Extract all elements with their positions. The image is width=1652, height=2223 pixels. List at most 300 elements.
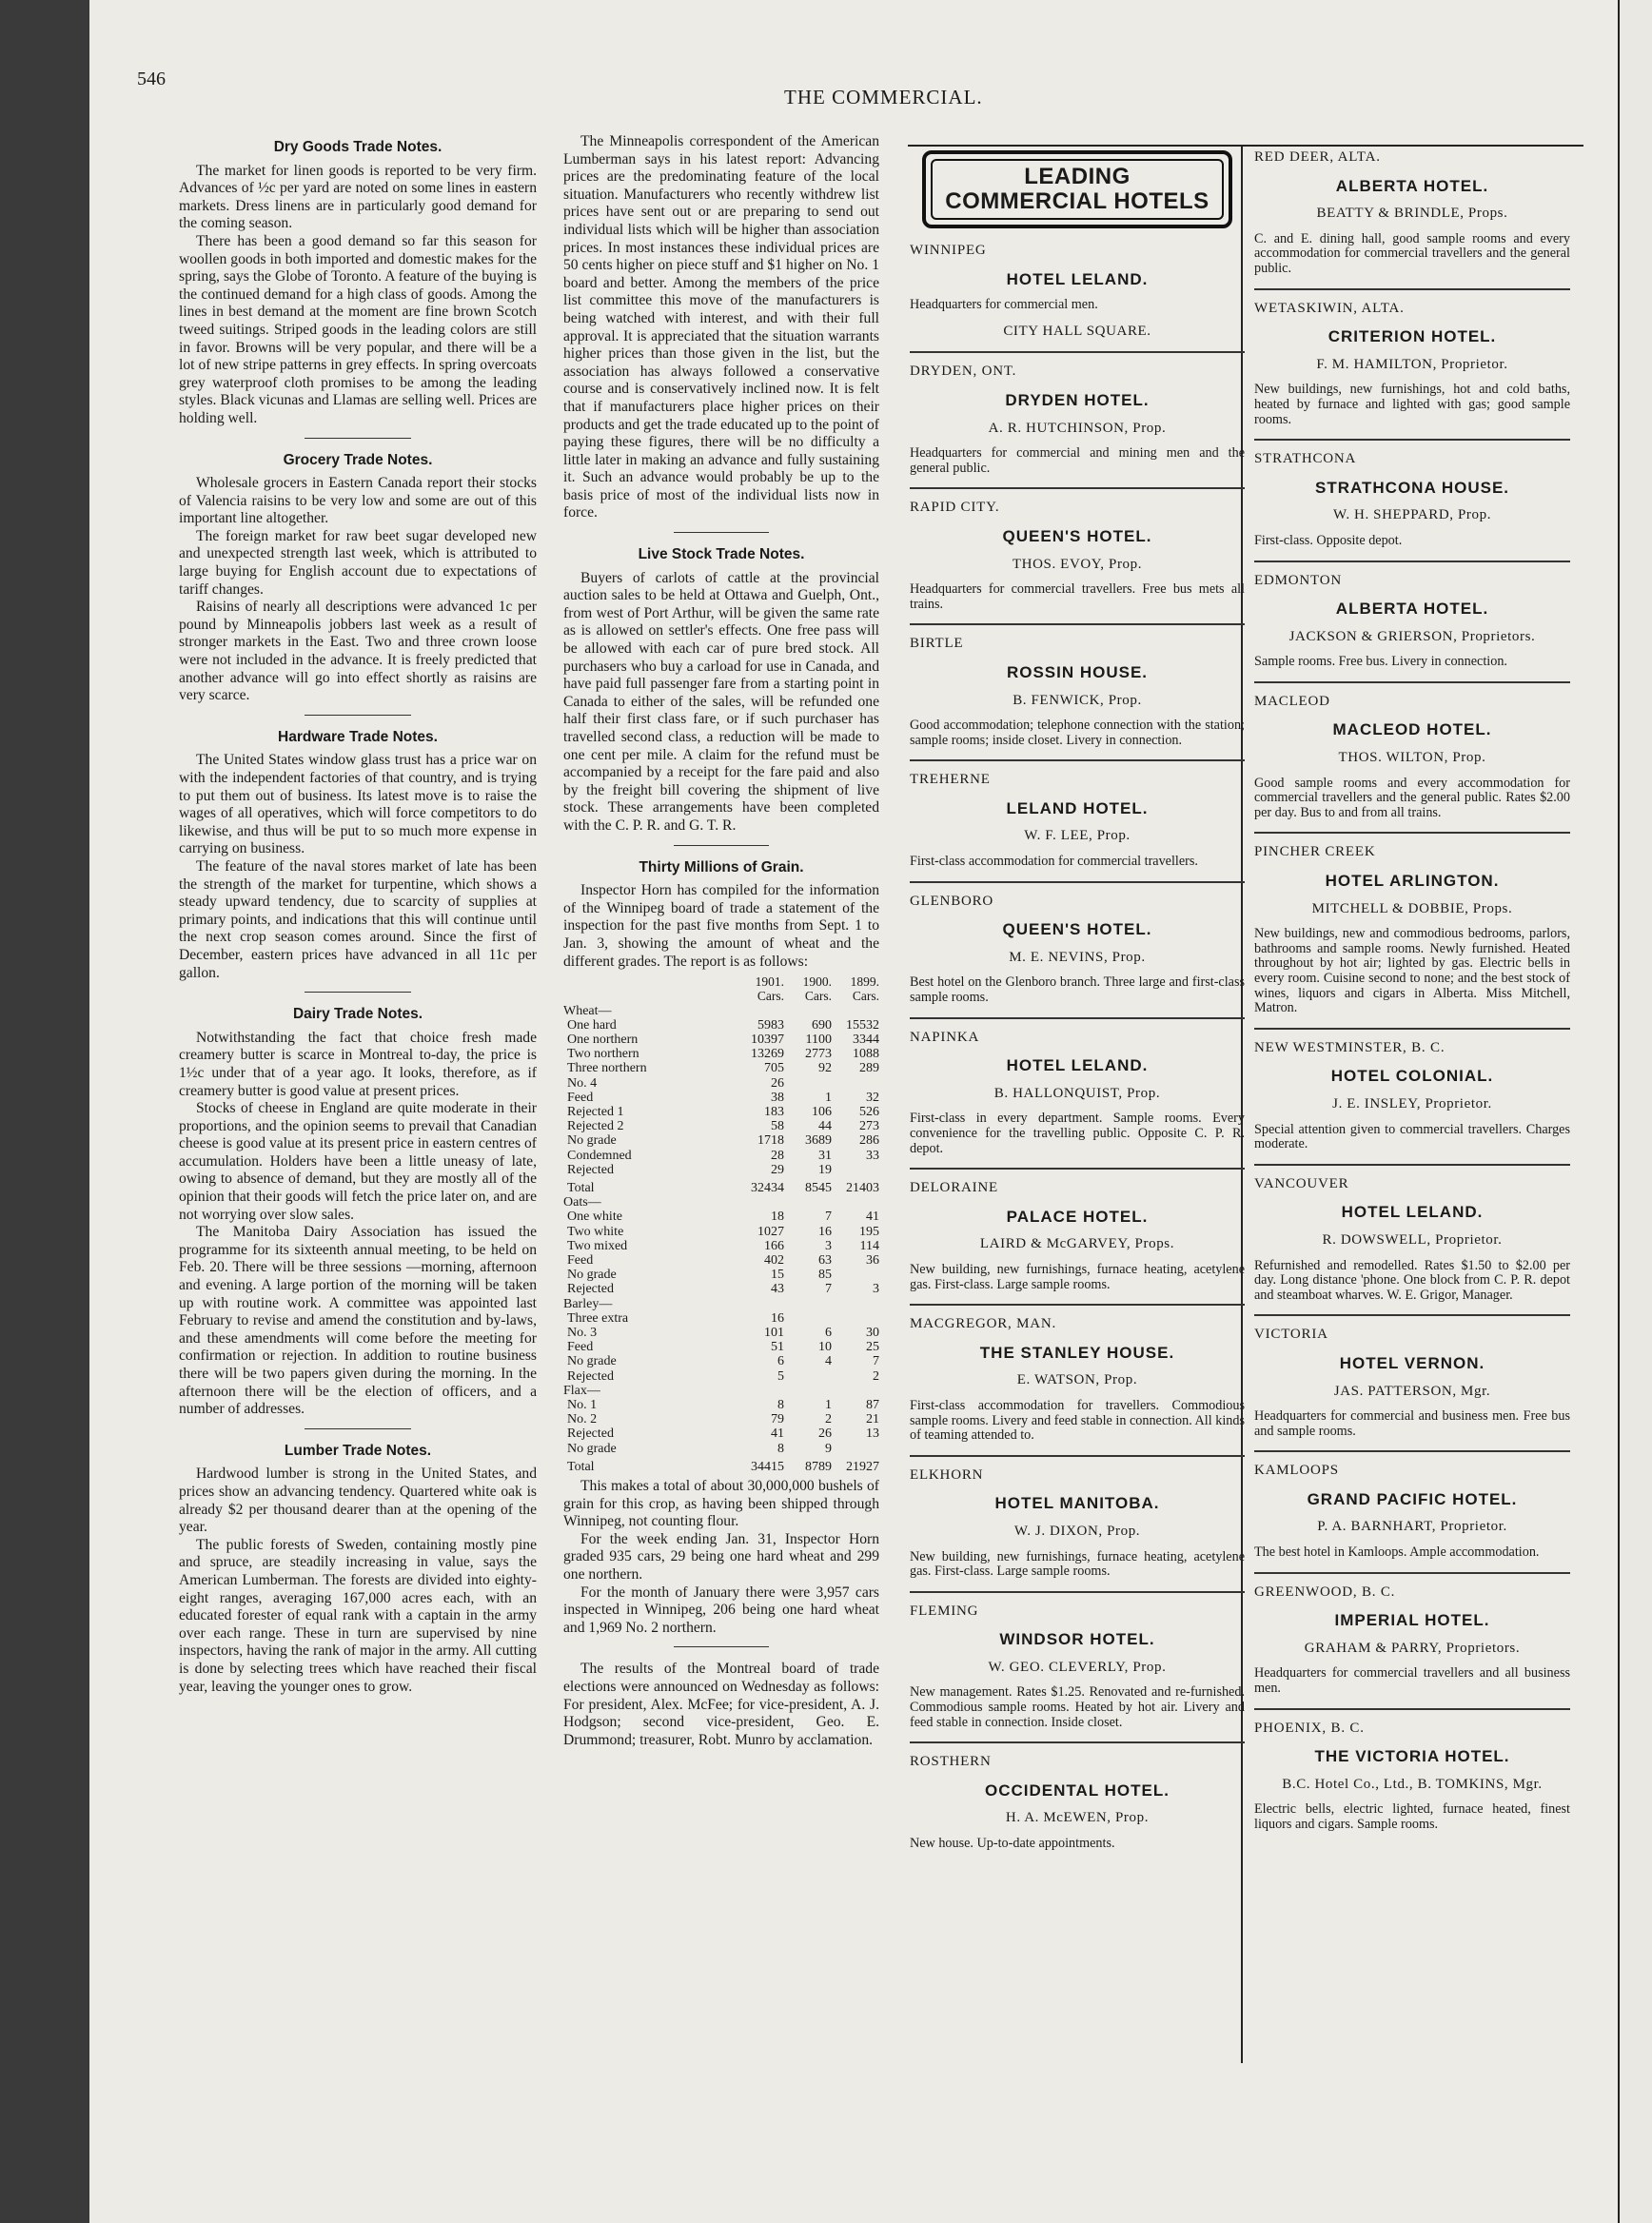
value-cell: 5983 [757,1017,784,1033]
grade-cell: Condemned [567,1148,632,1163]
grade-cell: Three northern [567,1061,647,1076]
hotel-name: ALBERTA HOTEL. [1335,600,1489,619]
hotel-description: New buildings, new and commodious bedrooms, parlors, bathrooms and sample rooms. Newly furnished. Heated throughout by hot air; lighted by gas. Electric bells in every room. Cuisine second to none; and the best stock of wines, liquors and cigars in Alberta. Miss Mitchell, Matron. [1254,926,1570,1016]
hotel-name: HOTEL ARLINGTON. [1325,872,1500,891]
value-cell: 32434 [751,1180,784,1195]
grade-cell: Rejected 2 [567,1119,624,1134]
value-cell [832,1076,879,1091]
value-cell: 21403 [846,1180,879,1195]
adjacent-page-edge [1618,0,1652,2223]
hotel-location: RED DEER, ALTA. [1254,149,1381,165]
grade-cell: Rejected [567,1282,614,1297]
hotel-description: Sample rooms. Free bus. Livery in connection. [1254,654,1507,670]
hotel-listing [910,487,1245,612]
listing-divider [1254,1314,1570,1316]
hotel-proprietor: W. GEO. CLEVERLY, Prop. [988,1659,1167,1675]
value-cell: 16 [818,1224,832,1239]
hardware-title: Hardware Trade Notes. [278,728,438,745]
value-cell [832,1268,879,1282]
hotel-description: First-class in every department. Sample rooms. Every convenience for the travelling public. Opposite C. P. R. depot. [910,1111,1245,1156]
hotel-name: MACLEOD HOTEL. [1332,720,1492,739]
column-header: 1899. Cars. [850,974,879,1004]
hotel-name: STRATHCONA HOUSE. [1315,478,1509,497]
page-number: 546 [137,69,166,89]
dairy-title: Dairy Trade Notes. [292,1006,423,1023]
section-divider [305,1428,412,1429]
listing-divider [1254,1028,1570,1030]
hotel-name: THE STANLEY HOUSE. [979,1343,1175,1362]
value-cell: 26 [818,1426,832,1442]
hotel-proprietor: LAIRD & McGARVEY, Props. [979,1236,1175,1252]
hotel-name: QUEEN'S HOTEL. [1002,526,1152,545]
value-cell: 1718 [757,1133,784,1149]
table-row [563,1442,879,1456]
listing-divider [910,351,1245,353]
table-row [563,1119,879,1133]
hotel-proprietor: F. M. HAMILTON, Proprietor. [1316,356,1508,372]
hotel-description: Best hotel on the Glenboro branch. Three large and first-class sample rooms. [910,974,1245,1006]
value-cell: 92 [818,1061,832,1076]
table-row [563,1210,879,1224]
value-cell: 1 [825,1398,832,1413]
grade-cell: Feed [567,1090,594,1105]
hotel-proprietor: W. J. DIXON, Prop. [1013,1523,1141,1539]
hotel-description: Headquarters for commercial and business men. Free bus and sample rooms. [1254,1408,1570,1439]
value-cell: 183 [764,1104,784,1119]
hotel-location: KAMLOOPS [1254,1463,1339,1479]
value-cell: 1100 [805,1032,832,1047]
value-cell: 2 [873,1368,879,1384]
listing-divider [1254,1572,1570,1574]
value-cell: 289 [859,1061,879,1076]
paragraph: For the week ending Jan. 31, Inspector Horn graded 935 cars, 29 being one hard wheat and 299 one northern. [563,1530,879,1583]
hotel-location: VICTORIA [1254,1327,1328,1343]
value-cell [784,1076,832,1091]
hotel-proprietor: B. HALLONQUIST, Prop. [993,1085,1161,1101]
hotel-name: OCCIDENTAL HOTEL. [985,1780,1170,1800]
value-cell: 43 [771,1282,784,1297]
listing-divider [910,487,1245,489]
hotel-listing [1254,288,1570,428]
hotel-listing [910,242,1245,340]
live-stock-title: Live Stock Trade Notes. [638,546,805,563]
table-group-row [563,1297,879,1311]
grocery-title: Grocery Trade Notes. [283,451,433,468]
hotel-location: PHOENIX, B. C. [1254,1720,1365,1736]
grade-cell: Rejected [567,1368,614,1384]
grade-cell: Rejected [567,1162,614,1177]
value-cell: 32 [866,1090,879,1105]
table-row [563,1163,879,1177]
value-cell: 2773 [805,1047,832,1062]
hotel-proprietor: M. E. NEVINS, Prop. [1009,949,1146,965]
value-cell: 25 [866,1340,879,1355]
value-cell: 273 [859,1119,879,1134]
table-row [563,1412,879,1426]
grain-inspection-table [563,974,879,1474]
hotel-name: HOTEL MANITOBA. [994,1494,1160,1513]
value-cell: 8 [777,1441,784,1456]
paragraph: For the month of January there were 3,957 cars inspected in Winnipeg, 206 being one hard wheat and 1,969 No. 2 northern. [563,1584,879,1636]
grade-cell: One hard [567,1017,617,1033]
value-cell: 690 [812,1017,832,1033]
hotel-location: NAPINKA [910,1029,980,1045]
value-cell: 7 [825,1210,832,1225]
hotel-location: WETASKIWIN, ALTA. [1254,300,1405,316]
hotel-listing [1254,561,1570,670]
column-4 [1254,143,1570,1833]
page-header [137,65,1545,108]
hotel-listing [910,1455,1245,1580]
running-title: THE COMMERCIAL. [784,86,983,108]
hotel-name: HOTEL VERNON. [1339,1353,1485,1372]
value-cell: 13 [866,1426,879,1442]
hotel-location: ELKHORN [910,1466,984,1483]
value-cell: 41 [866,1210,879,1225]
hotel-name: ALBERTA HOTEL. [1335,176,1489,195]
value-cell: 29 [771,1162,784,1177]
value-cell: 1027 [757,1224,784,1239]
hotel-name: THE VICTORIA HOTEL. [1314,1747,1510,1766]
hotel-proprietor: B. FENWICK, Prop. [1013,692,1142,708]
banner-line-1: LEADING [1024,164,1131,189]
value-cell [832,1163,879,1177]
hotel-description: New house. Up-to-date appointments. [910,1836,1115,1852]
value-cell: 8789 [805,1459,832,1474]
table-row [563,1398,879,1412]
grade-cell: No. 2 [567,1412,598,1427]
hotel-description: First-class accommodation for commercial travellers. [910,854,1198,870]
value-cell: 16 [771,1310,784,1326]
hotel-description: Headquarters for commercial travellers. Free bus mets all trains. [910,581,1245,612]
grade-cell: No. 1 [567,1398,598,1413]
paragraph: Raisins of nearly all descriptions were advanced 1c per pound by Minneapolis jobbers last week as a result of stronger markets in the East. Two and three crown loose were not included in the advance. It is freely predicted that another advance will go into effect shortly as raisins are very scarce. [179,599,537,704]
value-cell: 7 [825,1282,832,1297]
hotel-name: HOTEL LELAND. [1341,1203,1484,1222]
value-cell: 87 [866,1398,879,1413]
hotel-listing [1254,148,1570,277]
value-cell: 106 [812,1104,832,1119]
table-group-row [563,1195,879,1210]
hotel-description: New building, new furnishings, furnace heating, acetylene gas. First-class. Large sample rooms. [910,1548,1245,1580]
hotel-name: PALACE HOTEL. [1006,1207,1149,1226]
dry-goods-title: Dry Goods Trade Notes. [273,139,442,155]
column-1 [179,133,537,1696]
hotel-listing [1254,1450,1570,1560]
hotel-location: TREHERNE [910,772,991,788]
group-label: Wheat— [563,1003,612,1018]
hotel-name: ROSSIN HOUSE. [1006,662,1149,681]
table-row [563,1133,879,1148]
grade-cell: One white [567,1210,622,1225]
hotel-location: GREENWOOD, B. C. [1254,1584,1396,1600]
grade-cell: Two white [567,1224,624,1239]
hotel-listing [910,1304,1245,1444]
listing-divider [1254,1450,1570,1452]
paragraph: This makes a total of about 30,000,000 bushels of grain for this crop, as having been shipped through Winnipeg, not counting flour. [563,1478,879,1530]
table-group-row [563,1004,879,1018]
listing-divider [1254,561,1570,562]
table-row [563,1033,879,1047]
paragraph: The Minneapolis correspondent of the American Lumberman says in his latest report: Advancing prices are the predominating feature of the local situation. Manufacturers who recently withdrew list prices have sent out or are preparing to send out individual lists which will be higher than association prices. In most instances these individual prices are 50 cents higher on piece stuff and $1 higher on No. 1 board and better. Among the members of the price list committee this move of the manufacturers is being watched with interest, and with their full approval. It is appreciated that the situation warrants higher prices than those given in the list, but the association has always followed a conservative course and is conservatively inclined now. It is felt that if manufacturers place higher prices on their products and get the trade educated up to the point of paying these figures, there will be no difficulty a little later in making an advance and fully sustaining it. Such an advance would probably be up to the basis price of most of the individual lists now in force. [563,133,879,521]
section-divider [674,532,769,533]
hotel-description: Headquarters for commercial and mining men and the general public. [910,445,1245,476]
value-cell: 10 [818,1340,832,1355]
value-cell: 9 [825,1441,832,1456]
section-divider [674,845,769,846]
hotel-proprietor: BEATTY & BRINDLE, Props. [1316,206,1508,222]
hotel-proprietor: E. WATSON, Prop. [1016,1372,1138,1388]
hotel-proprietor: B.C. Hotel Co., Ltd., B. TOMKINS, Mgr. [1282,1776,1543,1792]
value-cell: 26 [771,1075,784,1091]
hotel-description: Good accommodation; telephone connection with the station; sample rooms; inside closet. Livery in connection. [910,718,1245,748]
hotel-listing [1254,1164,1570,1304]
listing-divider [910,881,1245,883]
listing-divider [910,1017,1245,1019]
grain-title: Thirty Millions of Grain. [639,858,804,875]
section-divider [305,438,412,439]
hotel-listing [1254,1314,1570,1439]
hotel-proprietor: A. R. HUTCHINSON, Prop. [988,420,1167,436]
value-cell: 3 [873,1282,879,1297]
hotel-listing [910,1591,1245,1731]
table-row [563,1354,879,1368]
value-cell: 21 [866,1412,879,1427]
hotel-listing [910,623,1245,748]
hotel-location: MACLEOD [1254,693,1330,709]
table-row [563,1177,879,1195]
table-header-row [563,974,879,1003]
value-cell: 526 [859,1104,879,1119]
value-cell: 166 [764,1238,784,1253]
grade-cell: No. 3 [567,1326,598,1340]
hotel-proprietor: W. F. LEE, Prop. [1024,828,1131,844]
value-cell: 44 [818,1119,832,1134]
hotel-description: Headquarters for commercial men. [910,297,1098,313]
value-cell: 38 [771,1090,784,1105]
grade-cell: Feed [567,1340,594,1355]
hotel-proprietor: J. E. INSLEY, Proprietor. [1332,1095,1492,1112]
listing-divider [1254,1164,1570,1166]
hotel-location: EDMONTON [1254,572,1342,588]
listing-divider [910,1168,1245,1170]
value-cell: 30 [866,1326,879,1340]
table-row [563,1061,879,1075]
hotel-name: GRAND PACIFIC HOTEL. [1307,1489,1518,1508]
hotel-listing [910,1741,1245,1851]
table-row [563,1369,879,1384]
table-row [563,1340,879,1354]
hotel-listing [910,1168,1245,1292]
grade-cell: No. 4 [567,1075,598,1091]
column-2 [563,133,879,1749]
table-row [563,1091,879,1105]
leading-hotels-banner [922,150,1232,228]
hotel-description: New building, new furnishings, furnace heating, acetylene gas. First-class. Large sample rooms. [910,1261,1245,1292]
hotel-listing [910,1017,1245,1157]
lumber-title: Lumber Trade Notes. [284,1442,432,1459]
hotel-listing [910,759,1245,869]
paragraph: Hardwood lumber is strong in the United States, and prices show an advancing tendency. Quartered white oak is already $2 per thousand dearer than at the opening of the year. [179,1466,537,1536]
table-row [563,1225,879,1239]
banner-line-2: COMMERCIAL HOTELS [945,188,1210,214]
listing-divider [910,1304,1245,1306]
value-cell: 1 [825,1090,832,1105]
value-cell: 36 [866,1252,879,1268]
hotel-location: STRATHCONA [1254,451,1357,467]
hotel-location: GLENBORO [910,893,994,909]
value-cell: 114 [859,1238,879,1253]
paragraph: The foreign market for raw beet sugar developed new and unexpected strength last week, which is attributed to large buying for English account due to expectations of tariff changes. [179,527,537,598]
listing-divider [910,623,1245,625]
hotel-name: DRYDEN HOTEL. [1005,390,1150,409]
hotel-listings [1254,148,1570,1833]
table-group-row [563,1384,879,1398]
paragraph: The United States window glass trust has a price war on with the independent factories of that country, and is trying to put them out of business. Its latest move is to raise the wages of all operatives, which will force competitors to do likewise, and thus will be put to so much more expense in carrying on business. [179,752,537,857]
column-3 [910,133,1245,1852]
value-cell: 8 [777,1398,784,1413]
grade-cell: No grade [567,1133,617,1149]
hotel-location: PINCHER CREEK [1254,844,1376,860]
value-cell: 18 [771,1210,784,1225]
table-row [563,1282,879,1296]
value-cell [832,1442,879,1456]
paragraph: Buyers of carlots of cattle at the provincial auction sales to be held at Ottawa and Guelph, Ont., from west of Port Arthur, will be given the same rate as is allowed on settler's effects. One free pass will be allowed with each car of pure bred stock. All purchasers who buy a carload for use in Canada, and have paid full passenger fare from a starting point in Canada to either of the sales, will be refunded one half their first class fare, or if such purchaser has travelled second class, a reduction will be made to one cent per mile. A claim for the refund must be accompanied by a receipt for the fare paid and also by the freight bill covering the shipment of live stock. These arrangements have been completed with the C. P. R. and G. T. R. [563,569,879,834]
table-row [563,1311,879,1326]
hotel-proprietor: THOS. WILTON, Prop. [1338,750,1486,766]
paragraph: Wholesale grocers in Eastern Canada report their stocks of Valencia raisins to be very low and some are out of this important line altogether. [179,475,537,527]
value-cell: 15532 [846,1017,879,1033]
table-row [563,1326,879,1340]
hotel-description: Refurnished and remodelled. Rates $1.50 to $2.00 per day. Long distance 'phone. One block from C. P. R. depot and steamboat wharves. W. E. Grigor, Manager. [1254,1257,1570,1303]
value-cell: 79 [771,1412,784,1427]
hotel-proprietor: W. H. SHEPPARD, Prop. [1332,507,1492,523]
table-row [563,1239,879,1253]
listing-divider [1254,832,1570,834]
value-cell: 51 [771,1340,784,1355]
hotel-name: QUEEN'S HOTEL. [1002,920,1152,939]
value-cell: 5 [777,1368,784,1384]
value-cell: 63 [818,1252,832,1268]
hotel-listing [1254,832,1570,1015]
paragraph: The market for linen goods is reported to be very firm. Advances of ½c per yard are noted on some lines in eastern markets. Dress linens are in particularly good demand for the coming season. [179,162,537,232]
hotel-name: HOTEL LELAND. [1006,269,1149,288]
listing-divider [910,1591,1245,1593]
hotel-description: Special attention given to commercial travellers. Charges moderate. [1254,1121,1570,1152]
hotel-description: Good sample rooms and every accommodation for commercial travellers and the general public. Rates $2.00 per day. Bus to and from all trains. [1254,775,1570,820]
hotel-proprietor: JACKSON & GRIERSON, Proprietors. [1288,628,1536,644]
hotel-location: VANCOUVER [1254,1175,1349,1191]
table-row [563,1105,879,1119]
hotel-proprietor: H. A. McEWEN, Prop. [1005,1810,1150,1826]
value-cell: 28 [771,1148,784,1163]
hotel-location: DELORAINE [910,1180,999,1196]
table-row [563,1149,879,1163]
hotel-location: RAPID CITY. [910,500,1000,516]
value-cell: 4 [825,1354,832,1369]
hotel-listing [1254,1028,1570,1152]
hotel-location: ROSTHERN [910,1754,992,1770]
hotel-listing [1254,439,1570,548]
hotel-location: WINNIPEG [910,243,987,258]
hotel-description: The best hotel in Kamloops. Ample accommodation. [1254,1544,1540,1561]
column-header: 1901. Cars. [755,974,784,1004]
paragraph: There has been a good demand so far this season for woollen goods in both imported and domestic makes for the spring, says the Globe of Toronto. A feature of the buying is the continued demand for a high class of goods. Among the lines in best demand at the moment are fine brown Scotch tweed suitings. Striped goods in the leading colors are still in favor. Browns will be very popular, and there will be a lot of new stripe patterns in grey effects. In spring overcoats grey waterproof cloth promises to be among the leading styles. Black vicunas and Llamas are selling well. Prices are holding well. [179,232,537,426]
hotel-listing [910,881,1245,1006]
hotel-listing [1254,1708,1570,1833]
grade-cell: Rejected 1 [567,1104,624,1119]
value-cell: 7 [873,1354,879,1369]
hotel-location: NEW WESTMINSTER, B. C. [1254,1039,1446,1055]
hotel-location: BIRTLE [910,636,964,652]
hotel-description: New management. Rates $1.25. Renovated and re-furnished. Commodious sample rooms. Heated by hot air. Livery and feed stable in connection. Inside closet. [910,1684,1245,1730]
section-divider [305,715,412,716]
grade-cell: Total [567,1459,595,1474]
grade-cell: One northern [567,1032,639,1047]
hotel-listings [910,242,1245,1852]
section-divider [674,1646,769,1647]
table-row [563,1018,879,1033]
table-row [563,1426,879,1441]
value-cell: 8545 [805,1180,832,1195]
hotel-proprietor: GRAHAM & PARRY, Proprietors. [1304,1640,1521,1656]
hotel-proprietor: R. DOWSWELL, Proprietor. [1322,1231,1503,1248]
grade-cell: Three extra [567,1310,629,1326]
listing-divider [910,759,1245,761]
grade-cell: Two mixed [567,1238,628,1253]
listing-divider [1254,439,1570,441]
value-cell: 15 [771,1268,784,1283]
listing-divider [910,1455,1245,1457]
table-row [563,1253,879,1268]
section-divider [305,992,412,993]
hotel-name: CRITERION HOTEL. [1328,327,1497,346]
value-cell: 195 [859,1224,879,1239]
hotel-location: FLEMING [910,1603,979,1619]
paragraph: The feature of the naval stores market of late has been the strength of the market for turpentine, which shows a steady upward tendency, due to scarcity of supplies at primary points, and indications that this will continue until the next crop season comes around. Since the first of December, eastern prices have advanced in all 11c per gallon. [179,857,537,981]
hotel-proprietor: P. A. BARNHART, Proprietor. [1317,1519,1507,1535]
hotel-listing [1254,1572,1570,1697]
value-cell: 101 [764,1326,784,1340]
paragraph: Stocks of cheese in England are quite moderate in their proportions, and the opinion seems to prevail that Canadian cheese is good value at its present price in eastern centres of accumulation. Holders have been a little uneasy of late, owing to absence of demand, but they are mostly all of the opinion that their goods will fetch the price later on, and are not worrying over slow sales. [179,1100,537,1223]
value-cell: 3 [825,1238,832,1253]
hotel-description: Headquarters for commercial travellers and all business men. [1254,1665,1570,1697]
value-cell: 10397 [751,1032,784,1047]
hotel-address: CITY HALL SQUARE. [1003,323,1151,339]
hotel-name: HOTEL LELAND. [1006,1056,1149,1075]
hotel-name: LELAND HOTEL. [1006,798,1149,817]
hotel-name: HOTEL COLONIAL. [1330,1067,1494,1086]
value-cell: 6 [777,1354,784,1369]
paragraph: The public forests of Sweden, containing mostly pine and spruce, are steadily increasing in value, says the American Lumberman. The forests are divided into eighty-eight ranges, averaging 167,000 acres each, with an educated forester of equal rank with a captain in the army over each range. These in turn are supervised by nine inspectors, having the rank of major in the army. All cutting is done by selecting trees which have reached their fiscal year, leaving the younger ones to grow. [179,1536,537,1695]
column-header: 1900. Cars. [802,974,832,1004]
listing-divider [1254,681,1570,683]
hotel-proprietor: JAS. PATTERSON, Mgr. [1333,1383,1491,1399]
hotel-description: Electric bells, electric lighted, furnace heated, finest liquors and cigars. Sample rooms. [1254,1801,1570,1832]
table-row [563,1076,879,1091]
hotel-listing [1254,681,1570,821]
value-cell: 1088 [853,1047,879,1062]
value-cell: 6 [825,1326,832,1340]
value-cell: 13269 [751,1047,784,1062]
grade-cell: Two northern [567,1047,639,1062]
value-cell [784,1311,832,1326]
table-row [563,1268,879,1282]
grade-cell: Total [567,1180,595,1195]
hotel-location: DRYDEN, ONT. [910,364,1017,380]
hotel-description: First-class accommodation for travellers. Commodious sample rooms. Livery and feed stable in connection. All kinds of teaming attended to. [910,1397,1245,1444]
grade-cell: No grade [567,1441,617,1456]
